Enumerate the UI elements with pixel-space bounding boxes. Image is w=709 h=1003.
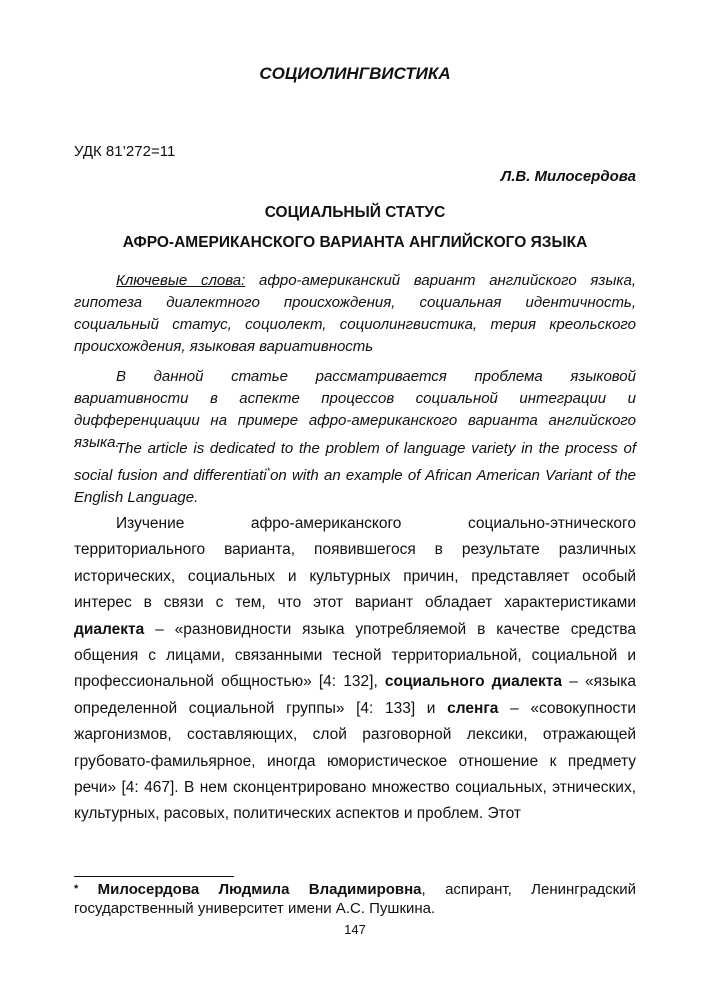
footnote (74, 880, 636, 918)
keywords-text: афро-американский вариант английского языка, гипотеза диалектного происхождения, социальная идентичность, социальный статус, социолект, социолингвистика, терия креольского происхождения, языковая вариативность (74, 272, 637, 355)
udk-code: УДК 81’272=11 (74, 143, 176, 160)
abstract-english (74, 438, 636, 509)
abstract-english-mark: * (266, 466, 271, 476)
keywords-label: Ключевые слова: (116, 272, 246, 289)
page-number: 147 (344, 922, 366, 937)
body-paragraph (74, 511, 636, 828)
abstract-english-part-1: The article is dedicated to the problem of language variety in the process of social fusion and differentiati (74, 440, 636, 484)
footnote-divider (74, 876, 234, 877)
body-text-2: – «разновидности языка употребляемой в качестве средства общения с лицами, связанными тесной территориальной, социальной и профессиональной общностью» [4: 132], (74, 620, 636, 691)
term-slang: сленга (447, 699, 499, 717)
term-social-dialect: социального диалекта (384, 673, 563, 691)
footnote-mark: * (74, 883, 79, 895)
body-text-4: – «совокупности жаргонизмов, составляющих, слой разговорной лексики, отражающей грубовато-фамильярное, иногда юмористическое отношение к предмету речи» [4: 467]. В нем сконцентрировано множество социальных, этнических, культурных, расовых, политических аспектов и проблем. Этот (74, 699, 636, 823)
footnote-text: , аспирант, Ленинградский государственный университет имени А.С. Пушкина. (74, 881, 637, 917)
keywords-paragraph (74, 270, 636, 358)
article-title-line-2: АФРО-АМЕРИКАНСКОГО ВАРИАНТА АНГЛИЙСКОГО ЯЗЫКА (122, 234, 588, 251)
body-text-3: – «языка определенной социальной группы» [4: 133] и (74, 673, 636, 717)
footnote-author-name: Милосердова Людмила Владимировна (97, 881, 422, 898)
section-title: СОЦИОЛИНГВИСТИКА (259, 64, 451, 83)
abstract-english-part-2: on with an example of African American Variant of the English Language. (74, 467, 636, 506)
article-title-line-1: СОЦИАЛЬНЫЙ СТАТУС (264, 204, 446, 221)
abstract-russian: В данной статье рассматривается проблема языковой вариативности в аспекте процессов социальной интеграции и дифференциации на примере афро-американского варианта английского языка. (74, 368, 636, 451)
author-name: Л.В. Милосердова (500, 168, 636, 185)
body-text-1: Изучение афро-американского социально-этнического территориального варианта, появившегося в результате различных исторических, социальных и культурных причин, представляет особый интерес в связи с тем, что этот вариант обладает характеристиками (74, 515, 636, 612)
term-dialect: диалекта (74, 620, 145, 638)
